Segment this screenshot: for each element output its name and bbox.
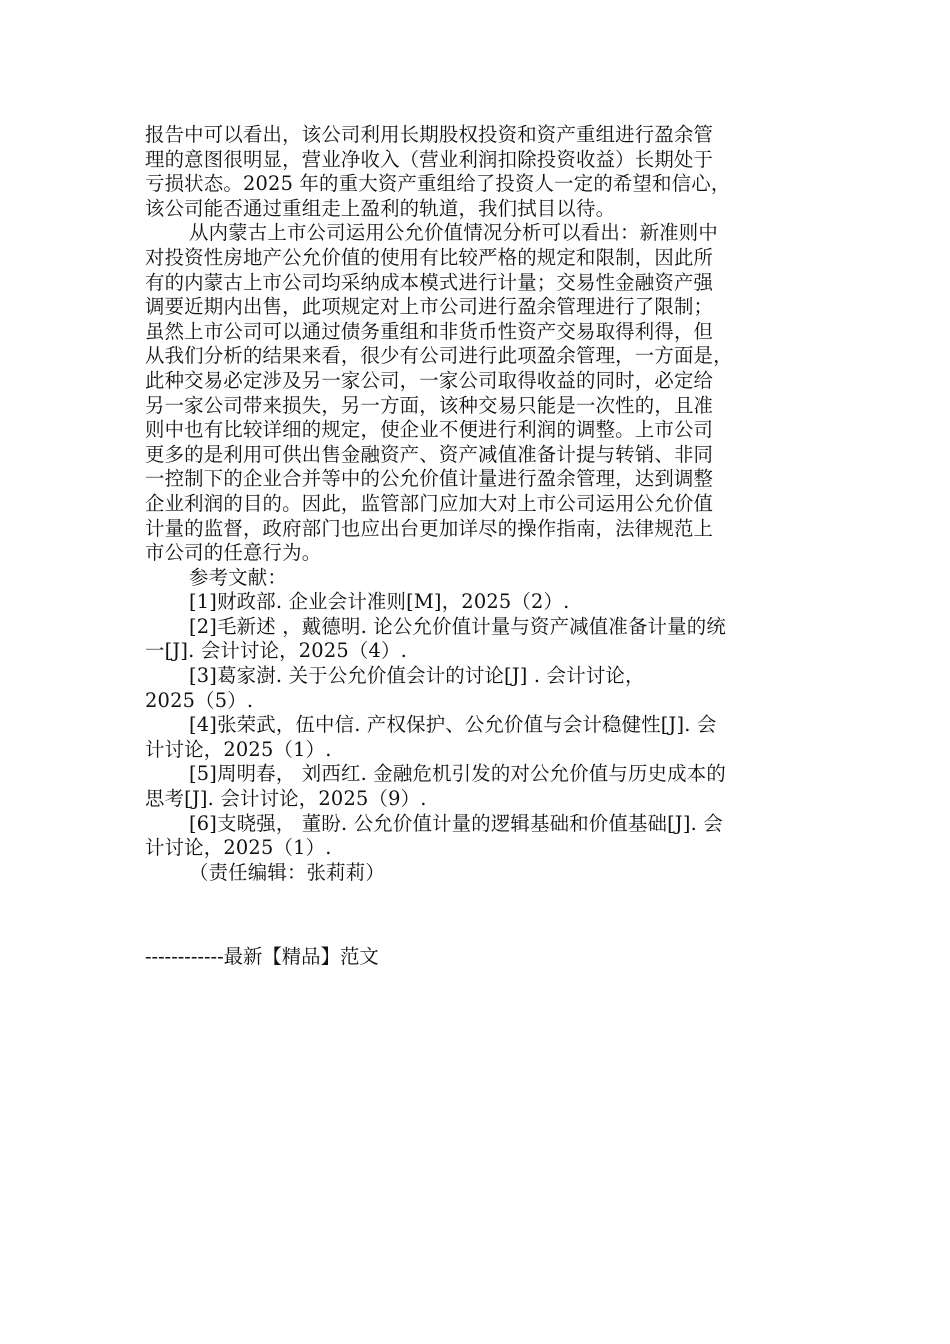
reference-line: 计讨论，2025（1）. — [145, 836, 332, 860]
references-heading: 参考文献： — [189, 565, 287, 589]
footer-banner: ------------最新【精品】范文 — [145, 945, 379, 968]
reference-item — [145, 664, 805, 713]
paragraph-line: 另一家公司带来损失，另一方面，该种交易只能是一次性的，且准 — [145, 393, 714, 417]
paragraph-line: 理的意图很明显，营业净收入（营业利润扣除投资收益）长期处于 — [145, 147, 714, 171]
reference-line: 计讨论，2025（1）. — [145, 737, 332, 761]
paragraph-line: 计量的监督，政府部门也应出台更加详尽的操作指南，法律规范上 — [145, 516, 714, 540]
paragraph-line: 一控制下的企业合并等中的公允价值计量进行盈余管理，达到调整 — [145, 467, 714, 491]
reference-line: [6]支晓强， 董盼. 公允价值计量的逻辑基础和价值基础[J]. 会 — [189, 811, 723, 835]
paragraph-line: 对投资性房地产公允价值的使用有比较严格的规定和限制，因此所 — [145, 245, 714, 269]
paragraph-2 — [145, 221, 805, 565]
reference-line: [3]葛家澍. 关于公允价值会计的讨论[J] . 会计讨论， — [189, 664, 645, 688]
reference-line: [2]毛新述 ，戴德明. 论公允价值计量与资产减值准备计量的统 — [189, 614, 726, 638]
paragraph-line: 则中也有比较详细的规定，使企业不便进行利润的调整。上市公司 — [145, 418, 714, 442]
paragraph-line: 市公司的任意行为。 — [145, 541, 322, 565]
reference-item — [145, 762, 805, 811]
reference-line: [4]张荣武，伍中信. 产权保护、公允价值与会计稳健性[J]. 会 — [189, 713, 717, 737]
reference-line: 思考[J]. 会计讨论，2025（9）. — [145, 787, 427, 811]
paragraph-line: 更多的是利用可供出售金融资产、资产减值准备计提与转销、非同 — [145, 442, 714, 466]
paragraph-line: 此种交易必定涉及另一家公司，一家公司取得收益的同时，必定给 — [145, 368, 714, 392]
reference-line: [1]财政部. 企业会计准则[M]，2025（2）. — [189, 590, 570, 614]
paragraph-line: 该公司能否通过重组走上盈利的轨道，我们拭目以待。 — [145, 196, 616, 220]
paragraph-line: 报告中可以看出，该公司利用长期股权投资和资产重组进行盈余管 — [145, 123, 714, 146]
document-body — [145, 123, 805, 885]
paragraph-line: 有的内蒙古上市公司均采纳成本模式进行计量；交易性金融资产强 — [145, 270, 714, 294]
editor-note: （责任编辑：张莉莉） — [189, 860, 385, 884]
reference-line: 2025（5）. — [145, 688, 254, 712]
reference-item — [145, 812, 805, 861]
reference-item — [145, 713, 805, 762]
reference-item — [145, 615, 805, 664]
paragraph-line: 企业利润的目的。因此，监管部门应加大对上市公司运用公允价值 — [145, 491, 714, 515]
paragraph-line: 从内蒙古上市公司运用公允价值情况分析可以看出：新准则中 — [189, 221, 718, 245]
references-section — [145, 566, 805, 861]
paragraph-1 — [145, 123, 805, 221]
paragraph-line: 虽然上市公司可以通过债务重组和非货币性资产交易取得利得，但 — [145, 319, 714, 343]
paragraph-line: 从我们分析的结果来看，很少有公司进行此项盈余管理，一方面是， — [145, 344, 733, 368]
paragraph-line: 亏损状态。2025 年的重大资产重组给了投资人一定的希望和信心， — [145, 172, 731, 196]
reference-line: [5]周明春， 刘西红. 金融危机引发的对公允价值与历史成本的 — [189, 762, 726, 786]
paragraph-line: 调要近期内出售，此项规定对上市公司进行盈余管理进行了限制； — [145, 295, 714, 319]
reference-line: 一[J]. 会计讨论，2025（4）. — [145, 639, 408, 663]
reference-item — [145, 590, 805, 615]
